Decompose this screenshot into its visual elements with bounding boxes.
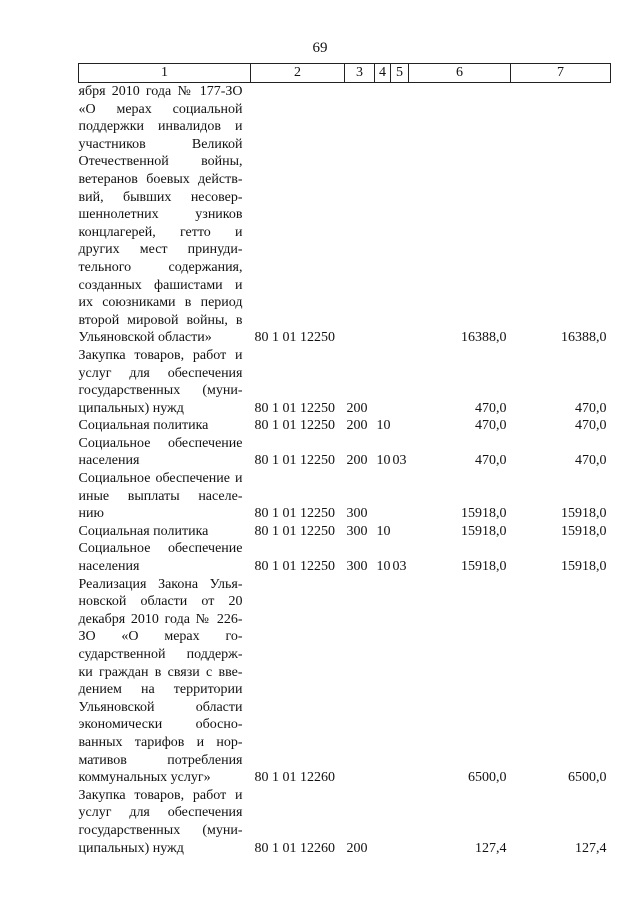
column-header: 3 [345,64,375,83]
name-line: государственных (муни- [78,822,243,838]
row-code: 80 1 01 12250 [254,418,335,434]
name-line: ванных тарифов и нор- [78,734,243,750]
row-amount-2: 470,0 [575,453,607,469]
name-line: Ульяновской области» [78,330,212,346]
table-row [79,417,611,435]
row-amount-1: 15918,0 [461,559,507,575]
row-section: 10 [376,453,391,469]
table-row [79,435,611,470]
name-line: второй мировой войны, в [78,312,243,328]
name-line: их союзниками в период [78,295,243,311]
name-line: Социальное обеспечение [78,541,243,557]
row-amount-2: 470,0 [575,400,607,416]
row-subsection: 03 [392,559,407,575]
column-header: 1 [79,64,251,83]
column-header: 2 [251,64,345,83]
table-row [79,540,611,575]
row-amount-1: 15918,0 [461,523,507,539]
row-subsection [391,576,409,787]
row-subsection [391,523,409,541]
row-amount-2: 15918,0 [561,523,607,539]
name-line: участников Великой [78,136,243,152]
row-code: 80 1 01 12250 [254,453,335,469]
row-expense-type: 200 [346,453,368,469]
name-line: № 226-ЗО «О мерах го- [78,611,243,645]
row-section: 10 [376,418,391,434]
row-code: 80 1 01 12260 [254,840,335,856]
row-name [79,470,251,523]
name-line: ципальных) нужд [78,840,184,856]
name-line: государственных (муни- [78,383,243,399]
name-line: Закупка товаров, работ и [78,347,243,363]
row-section [375,470,391,523]
name-line: услуг для обеспечения [78,365,243,381]
row-subsection [391,347,409,417]
row-name [79,523,251,541]
column-header: 6 [409,64,511,83]
row-expense-type: 300 [346,506,368,522]
table-body [79,83,611,858]
row-expense-type: 300 [346,559,368,575]
row-amount-2: 470,0 [575,418,607,434]
row-code: 80 1 01 12250 [254,559,335,575]
name-line: ципальных) нужд [78,400,184,416]
row-name [79,83,251,347]
name-line: созданных фашистами и [78,277,243,293]
name-line: Реализация Закона Улья- [78,576,243,592]
row-subsection [391,470,409,523]
row-amount-2: 16388,0 [561,330,607,346]
row-amount-2: 15918,0 [561,559,607,575]
row-name [79,576,251,787]
row-section: 10 [376,523,391,539]
table-header [79,64,611,83]
name-line: «О мерах социальной [78,101,243,117]
table-row [79,576,611,787]
row-amount-2: 15918,0 [561,506,607,522]
table-row [79,523,611,541]
row-subsection [391,787,409,857]
table-row [79,470,611,523]
row-expense-type [345,83,375,347]
row-code: 80 1 01 12260 [254,770,335,786]
name-line: населения [78,559,140,575]
row-amount-2: 127,4 [575,840,607,856]
name-line: вий, бывших несовер- [78,189,243,205]
name-line: поддержки инвалидов и [78,119,243,135]
name-line: 20 декабря 2010 года [78,594,243,627]
row-expense-type [345,576,375,787]
row-amount-1: 6500,0 [468,770,507,786]
name-line: Закупка товаров, работ и [78,787,243,803]
name-line: концлагерей, гетто и [78,224,243,240]
name-line: Социальная политика [78,418,209,434]
budget-table [78,63,611,857]
name-line: Социальное обеспечение [78,471,230,487]
row-amount-2: 6500,0 [568,770,607,786]
name-line: ветеранов боевых действ- [78,171,243,187]
row-expense-type: 200 [346,400,368,416]
row-expense-type: 200 [346,418,368,434]
column-header: 4 [375,64,391,83]
name-line: Отечественной войны, [78,154,243,170]
name-line: Ульяновской области [78,699,243,715]
row-name [79,787,251,857]
name-line: Социальное обеспечение [78,435,243,451]
row-expense-type: 300 [346,523,368,539]
row-amount-1: 470,0 [475,453,507,469]
name-line: ки граждан в связи с вве- [78,664,243,680]
column-header: 7 [511,64,611,83]
name-line: шеннолетних узников [78,207,243,223]
row-subsection: 03 [392,453,407,469]
row-amount-1: 127,4 [475,840,507,856]
name-line: новской области от [78,594,215,610]
name-line: других мест принуди- [78,242,243,258]
row-amount-1: 15918,0 [461,506,507,522]
table-row [79,83,611,347]
row-name [79,347,251,417]
row-name [79,435,251,470]
name-line: Социальная политика [78,523,209,539]
table-row [79,787,611,857]
name-line: и иные выплаты населе- [78,471,243,504]
row-section [375,347,391,417]
row-name [79,540,251,575]
name-line: мативов потребления [78,752,243,768]
row-section [375,787,391,857]
name-line: тельного содержания, [78,259,243,275]
name-line: экономически обосно- [78,717,243,733]
row-subsection [391,417,409,435]
row-name [79,417,251,435]
name-line: ября 2010 года № 177-ЗО [78,84,243,99]
name-line: сударственной поддерж- [78,647,243,662]
page-number: 69 [312,40,328,56]
row-amount-1: 470,0 [475,400,507,416]
row-section: 10 [376,559,391,575]
row-section [375,576,391,787]
row-amount-1: 16388,0 [461,330,507,346]
name-line: дением на территории [78,682,243,698]
row-subsection [391,83,409,347]
column-header: 5 [391,64,409,83]
row-code: 80 1 01 12250 [254,330,335,346]
table-row [79,347,611,417]
row-expense-type: 200 [346,840,368,856]
row-code: 80 1 01 12250 [254,506,335,522]
row-code: 80 1 01 12250 [254,523,335,539]
name-line: услуг для обеспечения [78,805,243,821]
name-line: коммунальных услуг» [78,770,211,786]
row-amount-1: 470,0 [475,418,507,434]
row-section [375,83,391,347]
name-line: населения [78,453,140,469]
row-code: 80 1 01 12250 [254,400,335,416]
name-line: нию [78,506,104,522]
